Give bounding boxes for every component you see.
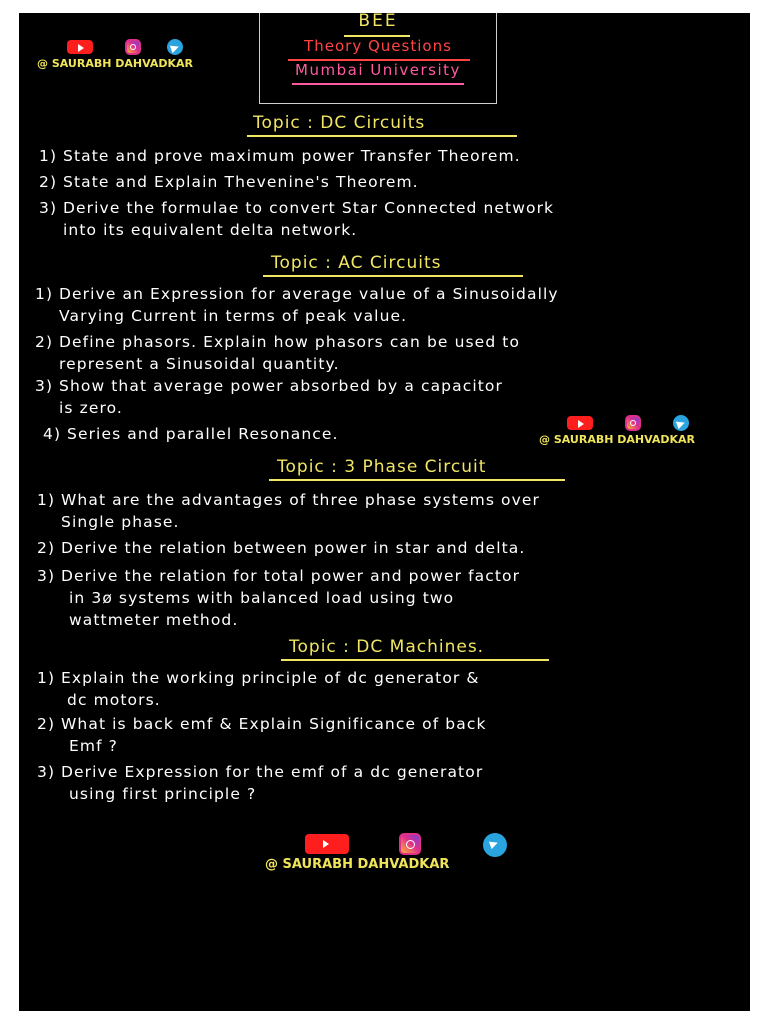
youtube-icon [567,416,593,430]
question: 3) Show that average power absorbed by a capacitor [35,377,503,395]
instagram-icon [125,39,141,55]
topic-underline [269,479,565,481]
question: 1) State and prove maximum power Transfer Theorem. [39,147,521,165]
topic-ac-circuits: Topic : AC Circuits [271,253,442,273]
topic-3-phase-circuit: Topic : 3 Phase Circuit [277,457,487,477]
brand-handle: @ SAURABH DAHVADKAR [37,57,194,70]
question-continuation: Varying Current in terms of peak value. [59,307,408,325]
subject-title: BEE [358,13,398,31]
subtitle: Theory Questions [304,37,452,55]
topic-dc-circuits: Topic : DC Circuits [253,113,426,133]
social-watermark-bottom [265,831,555,875]
university-name: Mumbai University [295,61,461,79]
university-underline [292,83,464,85]
header-box [259,13,497,104]
topic-underline [247,135,517,137]
topic-underline [263,275,523,277]
question-continuation: using first principle ? [69,785,257,803]
social-watermark-middle [537,413,737,449]
question: 2) What is back emf & Explain Significance of back [37,715,487,733]
question-continuation: Single phase. [61,513,180,531]
youtube-icon [67,40,93,54]
instagram-icon [625,415,641,431]
question: 1) Derive an Expression for average value of a Sinusoidally [35,285,559,303]
question: 1) Explain the working principle of dc generator & [37,669,480,687]
telegram-icon [673,415,689,431]
telegram-icon [167,39,183,55]
question-continuation: in 3ø systems with balanced load using two [69,589,455,607]
question-continuation: into its equivalent delta network. [63,221,358,239]
question: 2) Derive the relation between power in star and delta. [37,539,526,557]
question: 2) Define phasors. Explain how phasors can be used to [35,333,521,351]
question-continuation: is zero. [59,399,123,417]
brand-handle: @ SAURABH DAHVADKAR [265,857,450,872]
telegram-icon [483,833,507,857]
question: 3) Derive the relation for total power and power factor [37,567,521,585]
question-continuation: represent a Sinusoidal quantity. [59,355,340,373]
brand-handle: @ SAURABH DAHVADKAR [539,433,696,446]
notes-page [19,13,750,1011]
question-continuation: dc motors. [67,691,161,709]
youtube-icon [305,834,349,854]
question: 1) What are the advantages of three phase systems over [37,491,540,509]
question: 3) Derive Expression for the emf of a dc generator [37,763,484,781]
social-watermark-top [37,37,237,73]
question-continuation: wattmeter method. [69,611,239,629]
instagram-icon [399,833,421,855]
topic-underline [281,659,549,661]
question: 4) Series and parallel Resonance. [43,425,339,443]
question-continuation: Emf ? [69,737,119,755]
question: 3) Derive the formulae to convert Star Connected network [39,199,555,217]
topic-dc-machines: Topic : DC Machines. [289,637,485,657]
question: 2) State and Explain Thevenine's Theorem. [39,173,419,191]
